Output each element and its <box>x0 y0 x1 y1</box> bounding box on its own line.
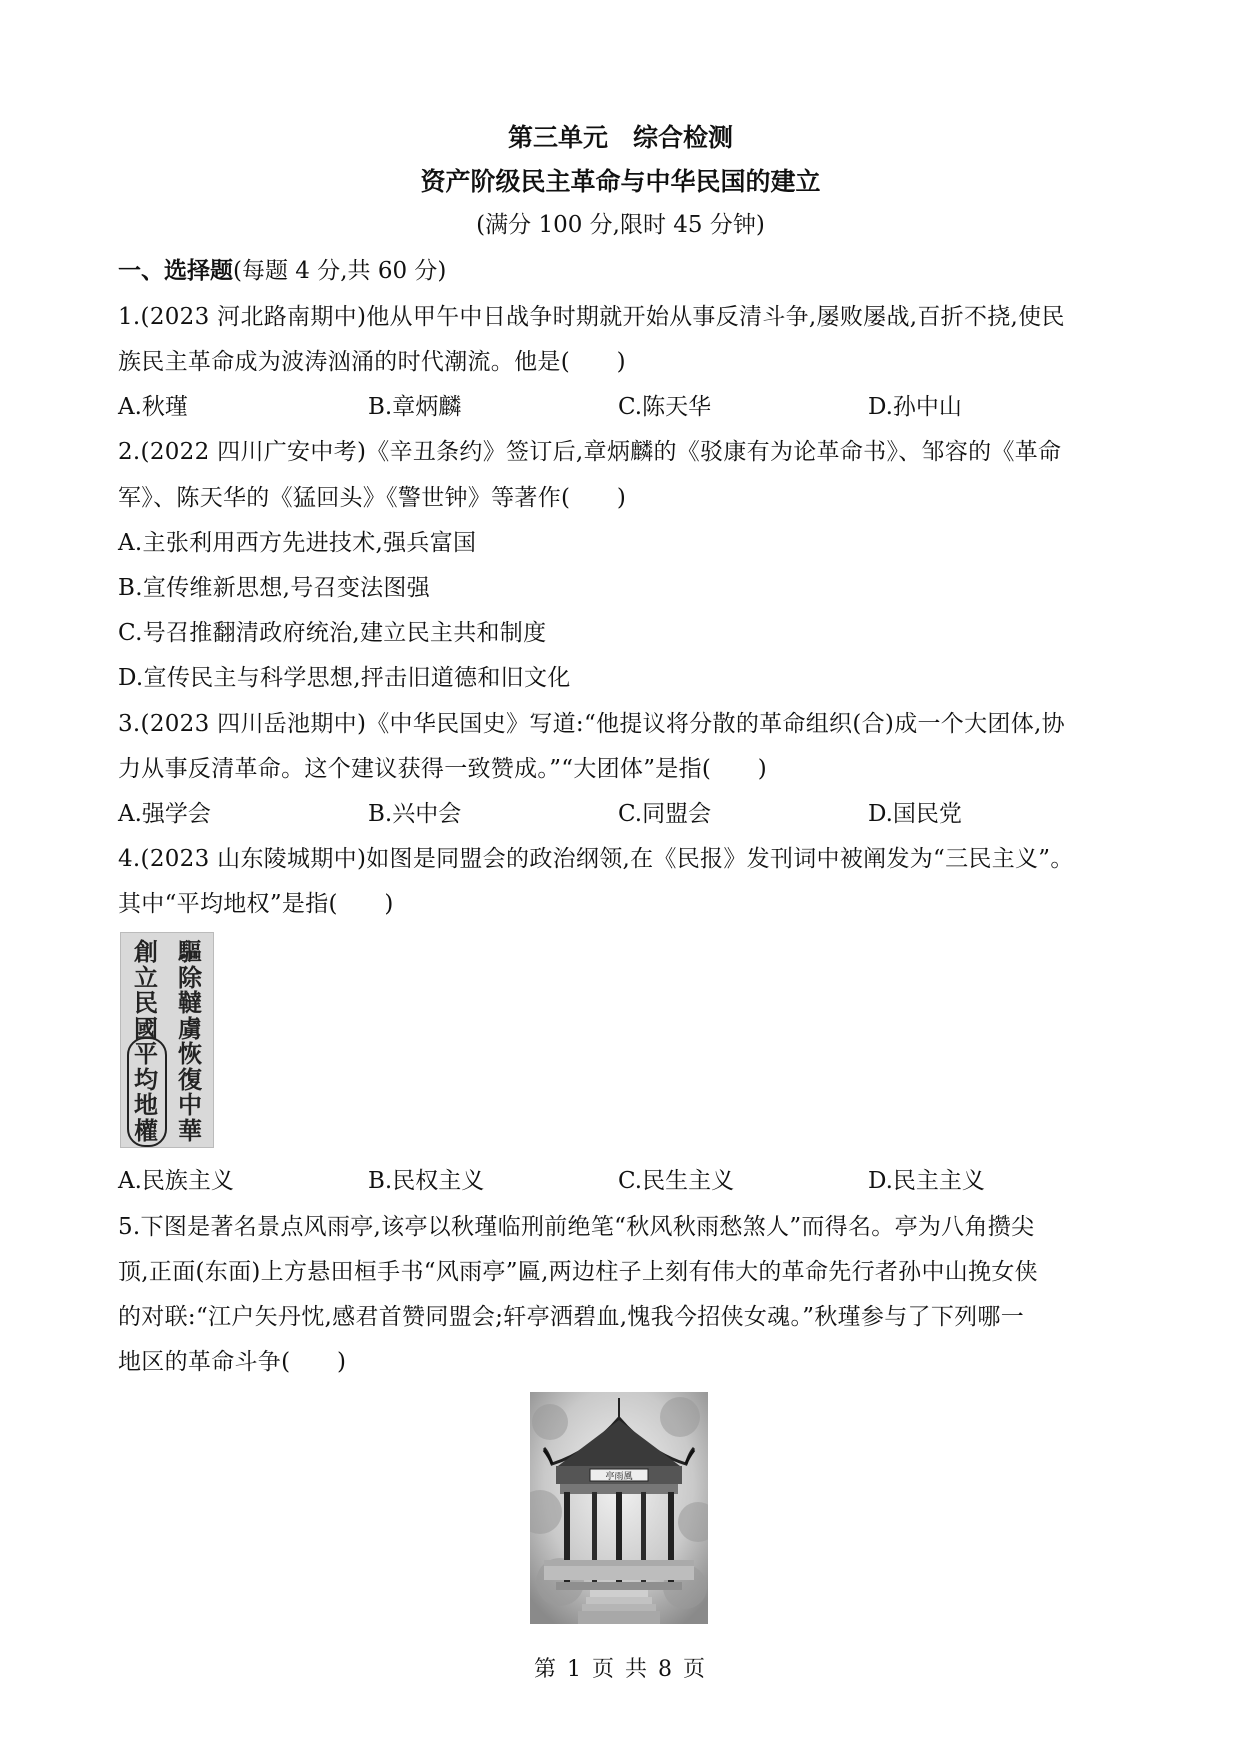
tongmenghui-program-image <box>120 932 214 1148</box>
q3-line1: 3.(2023 四川岳池期中)《中华民国史》写道:“他提议将分散的革命组织(合)成一个大团体,协 <box>118 711 1065 737</box>
calligraphy-left-column: 創 立 民 國 平 均 地 權 <box>134 937 158 1145</box>
exam-subtitle: 资产阶级民主革命与中华民国的建立 <box>420 167 821 196</box>
q5-line3: 的对联:“江户矢丹忱,感君首赞同盟会;轩亭洒碧血,愧我今招侠女魂。”秋瑾参与了下列哪一 <box>118 1304 1025 1330</box>
q5-line2: 顶,正面(东面)上方悬田桓手书“风雨亭”匾,两边柱子上刻有伟大的革命先行者孙中山挽女侠 <box>118 1259 1038 1285</box>
q4-option-b[interactable]: B.民权主义 <box>368 1168 485 1194</box>
q2-line1: 2.(2022 四川广安中考)《辛丑条约》签订后,章炳麟的《驳康有为论革命书》、邹容的《革命 <box>118 439 1062 465</box>
q1-option-d[interactable]: D.孙中山 <box>868 394 962 420</box>
q4-option-a[interactable]: A.民族主义 <box>118 1168 234 1194</box>
q5-line4: 地区的革命斗争( ) <box>118 1349 347 1375</box>
page-number: 第 1 页 共 8 页 <box>534 1657 707 1682</box>
q2-option-c[interactable]: C.号召推翻清政府统治,建立民主共和制度 <box>118 620 547 646</box>
section-heading <box>118 252 446 285</box>
exam-info: (满分 100 分,限时 45 分钟) <box>476 212 765 238</box>
q2-line2: 军》、陈天华的《猛回头》《警世钟》等著作( ) <box>118 485 627 511</box>
q3-option-c[interactable]: C.同盟会 <box>618 801 712 827</box>
q4-line1: 4.(2023 山东陵城期中)如图是同盟会的政治纲领,在《民报》发刊词中被阐发为“三民主义”。 <box>118 846 1074 872</box>
q1-option-a[interactable]: A.秋瑾 <box>118 394 188 420</box>
section-name: 一、选择题 <box>118 258 233 284</box>
q2-option-a[interactable]: A.主张利用西方先进技术,强兵富国 <box>118 530 477 556</box>
unit-title: 第三单元 综合检测 <box>507 123 733 152</box>
fengyu-pavilion-photo <box>530 1392 708 1624</box>
q1-option-c[interactable]: C.陈天华 <box>618 394 712 420</box>
q4-option-d[interactable]: D.民主主义 <box>868 1168 985 1194</box>
q3-line2: 力从事反清革命。这个建议获得一致赞成。”“大团体”是指( ) <box>118 756 768 782</box>
q1-line2: 族民主革命成为波涛汹涌的时代潮流。他是( ) <box>118 349 626 375</box>
circled-phrase-mark <box>127 1037 167 1147</box>
section-note: (每题 4 分,共 60 分) <box>233 258 447 284</box>
q3-option-b[interactable]: B.兴中会 <box>368 801 462 827</box>
q1-line1: 1.(2023 河北路南期中)他从甲午中日战争时期就开始从事反清斗争,屡败屡战,百折不挠,使民 <box>118 304 1065 330</box>
q4-line2: 其中“平均地权”是指( ) <box>118 891 394 917</box>
q1-option-b[interactable]: B.章炳麟 <box>368 394 462 420</box>
pavilion-plaque: 亭雨風 <box>605 1472 633 1482</box>
calligraphy-right-column: 驅 除 韃 虜 恢 復 中 華 <box>178 937 202 1145</box>
q2-option-d[interactable]: D.宣传民主与科学思想,抨击旧道德和旧文化 <box>118 665 571 691</box>
q3-option-d[interactable]: D.国民党 <box>868 801 962 827</box>
q3-option-a[interactable]: A.强学会 <box>118 801 211 827</box>
q5-line1: 5.下图是著名景点风雨亭,该亭以秋瑾临刑前绝笔“秋风秋雨愁煞人”而得名。亭为八角攒尖 <box>118 1214 1035 1240</box>
q2-option-b[interactable]: B.宣传维新思想,号召变法图强 <box>118 575 431 601</box>
q4-option-c[interactable]: C.民生主义 <box>618 1168 735 1194</box>
